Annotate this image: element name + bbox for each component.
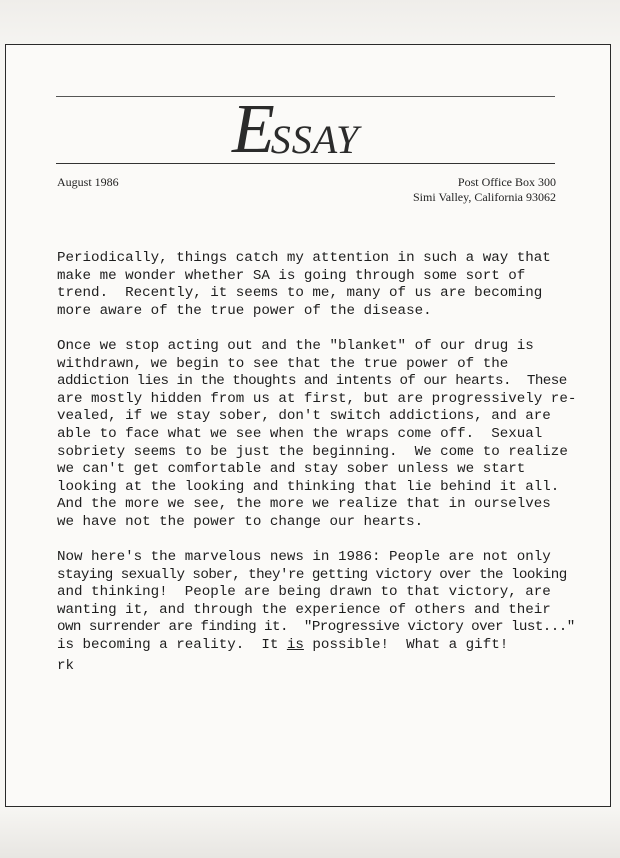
text-line: we can't get comfortable and stay sober unless we start: [57, 461, 526, 478]
text-line: are mostly hidden from us at first, but are progressively re-: [57, 390, 577, 407]
text-line: And the more we see, the more we realize that in ourselves: [57, 496, 551, 513]
text-line: staying sexually sober, they're getting victory over the looking: [57, 566, 567, 583]
issue-date: August 1986: [57, 175, 119, 189]
text-line: sobriety seems to be just the beginning. We come to realize: [57, 443, 568, 460]
paragraph: [57, 250, 557, 320]
address-line-2: Simi Valley, California 93062: [413, 190, 556, 204]
text-segment: possible! What a gift!: [303, 637, 509, 654]
title-initial: E: [232, 91, 275, 168]
header-rule-bottom: [56, 163, 555, 164]
text-line: own surrender are finding it. "Progressive victory over lust...": [57, 619, 575, 636]
text-line: looking at the looking and thinking that lie behind it all.: [57, 478, 560, 495]
text-line: wanting it, and through the experience of others and their: [57, 601, 551, 618]
text-line: make me wonder whether SA is going through some sort of: [57, 267, 526, 284]
text-line: vealed, if we stay sober, don't switch addictions, and are: [57, 408, 551, 425]
address-line-1: Post Office Box 300: [457, 175, 556, 189]
text-line: addiction lies in the thoughts and intents of our hearts. These: [57, 373, 567, 390]
text-line: we have not the power to change our hearts.: [57, 513, 424, 530]
signature-initials: rk: [57, 658, 75, 674]
header-rule-top: [56, 96, 555, 97]
paragraph: [57, 549, 575, 655]
page-title: [232, 91, 360, 168]
essay-body: [57, 250, 577, 672]
mailing-address: [413, 175, 556, 205]
text-line: Periodically, things catch my attention in such a way that: [57, 250, 551, 266]
paragraph: [57, 337, 577, 532]
text-segment: is becoming a reality. It: [57, 637, 287, 654]
title-rest: SSAY: [270, 117, 360, 162]
text-line: [57, 637, 557, 655]
text-line: withdrawn, we begin to see that the true power of the: [57, 355, 509, 372]
text-line: Now here's the marvelous news in 1986: People are not only: [57, 549, 551, 566]
text-line: trend. Recently, it seems to me, many of us are becoming: [57, 285, 543, 302]
text-line: more aware of the true power of the disease.: [57, 302, 432, 319]
underlined-word: is: [286, 637, 304, 654]
text-line: able to face what we see when the wraps come off. Sexual: [57, 425, 543, 442]
text-line: Once we stop acting out and the "blanket" of our drug is: [57, 337, 534, 354]
text-line: and thinking! People are being drawn to that victory, are: [57, 584, 551, 601]
